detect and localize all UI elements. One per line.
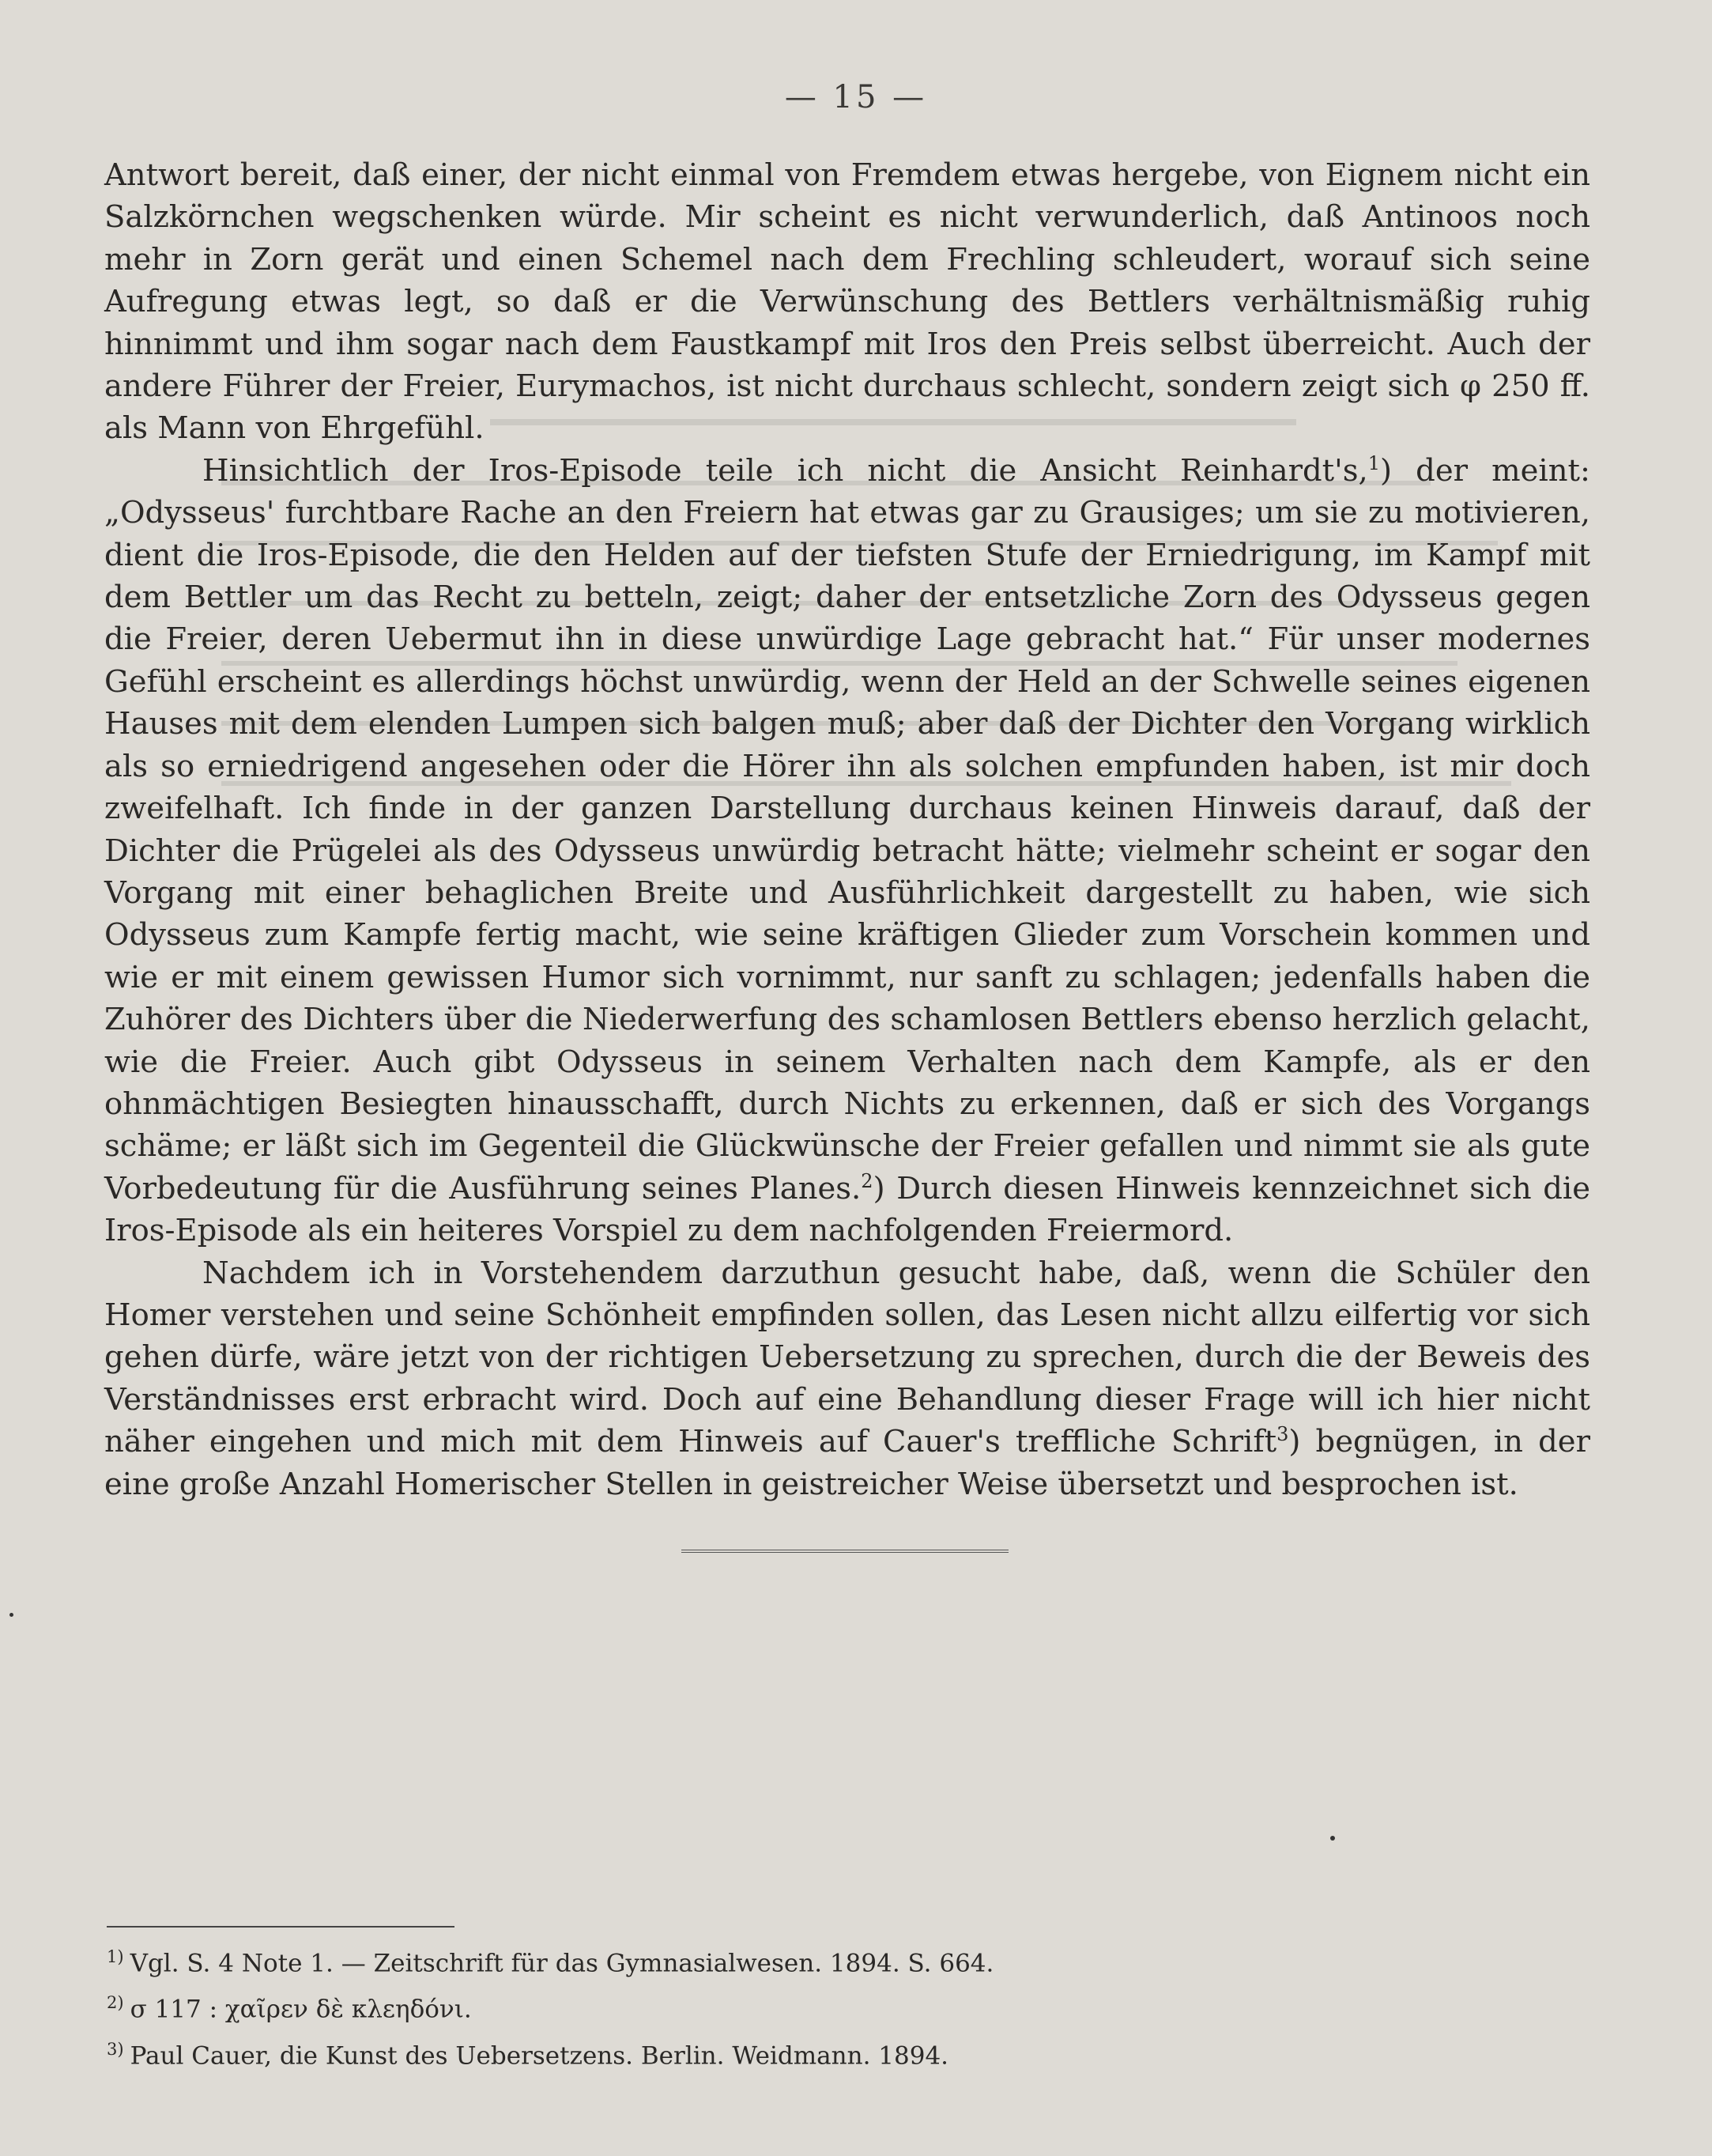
footnotes — [107, 1937, 1608, 2075]
paragraph-text: Antwort bereit, daß einer, der nicht einmal von Fremdem etwas hergebe, von Eignem nicht ein Salzkörnchen wegschenken würde. Mir scheint es nicht verwunderlich, daß Antinoos noch mehr in Zorn gerät und einen Schemel nach dem Frechling schleudert, worauf sich seine Aufregung etwas legt, so daß er die Verwünschung des Bettlers verhältnismäßig ruhig hinnimmt und ihm sogar nach dem Faustkampf mit Iros den Preis selbst überreicht. Auch der andere Führer der Freier, Eurymachos, ist nicht durchaus schlecht, sondern zeigt sich φ 250 ff. als Mann von Ehrgefühl. — [104, 157, 1590, 447]
footnote-text: Vgl. S. 4 Note 1. — Zeitschrift für das Gymnasialwesen. 1894. S. 664. — [130, 1949, 994, 1978]
footnote-2 — [107, 1983, 1608, 2029]
page-number: — 15 — — [784, 79, 928, 115]
ink-speck — [9, 1613, 13, 1617]
body-text — [104, 154, 1590, 1505]
footnote-text: Paul Cauer, die Kunst des Uebersetzens. Berlin. Weidmann. 1894. — [130, 2041, 949, 2070]
paragraph-text: Nachdem ich in Vorstehendem darzuthun gesucht habe, daß, wenn die Schüler den Homer verstehen und seine Schönheit empfinden sollen, das Lesen nicht allzu eilfertig vor sich gehen dürfe, wäre jetzt von der richtigen Uebersetzung zu sprechen, durch die der Beweis des Verständnisses erst erbracht wird. Doch auf eine Behandlung dieser Frage will ich hier nicht näher eingehen und mich mit dem Hinweis auf Cauer's treffliche Schrift — [104, 1255, 1590, 1460]
footnote-rule — [107, 1926, 454, 1928]
paragraph — [104, 1252, 1590, 1505]
footnote-3 — [107, 2030, 1608, 2075]
footnote-mark: 2) — [107, 1993, 124, 2013]
footnote-reference: 1 — [1367, 452, 1381, 475]
paragraph — [104, 154, 1590, 450]
ink-speck — [1330, 1836, 1335, 1841]
footnote-reference: 3 — [1276, 1423, 1289, 1446]
paragraph — [104, 450, 1590, 1252]
paragraph-text: ) Durch diesen Hinweis kennzeichnet sich die Iros-Episode als ein heiteres Vorspiel zu dem nachfolgenden Freiermord. — [104, 1170, 1590, 1249]
footnote-reference: 2 — [861, 1169, 873, 1192]
footnote-1 — [107, 1937, 1608, 1983]
footnote-mark: 1) — [107, 1947, 124, 1966]
section-divider — [681, 1550, 1009, 1553]
footnote-text: σ 117 : χαῖρεν δὲ κλεηδόνι. — [130, 1995, 472, 2024]
paragraph-text: ) begnügen, in der eine große Anzahl Homerischer Stellen in geistreicher Weise übersetzt und besprochen ist. — [104, 1424, 1590, 1502]
paragraph-text: Hinsichtlich der Iros-Episode teile ich nicht die Ansicht Reinhardt's, — [202, 452, 1368, 489]
footnote-mark: 3) — [107, 2039, 124, 2059]
paragraph-text: ) der meint: „Odysseus' furchtbare Rache an den Freiern hat etwas gar zu Grausiges; um sie zu motivieren, dient die Iros-Episode, die den Helden auf der tiefsten Stufe der Erniedrigung, im Kampf mit dem Bettler um das Recht zu betteln, zeigt; daher der entsetzliche Zorn des Odysseus gegen die Freier, deren Uebermut ihn in diese unwürdige Lage gebracht hat.“ Für unser modernes Gefühl erscheint es allerdings höchst unwürdig, wenn der Held an der Schwelle seines eigenen Hauses mit dem elenden Lumpen sich balgen muß; aber daß der Dichter den Vorgang wirklich als so erniedrigend angesehen oder die Hörer ihn als solchen empfunden haben, ist mir doch zweifelhaft. Ich finde in der ganzen Darstellung durchaus keinen Hinweis darauf, daß der Dichter die Prügelei als des Odysseus unwürdig betracht hätte; vielmehr scheint er sogar den Vorgang mit einer behaglichen Breite und Ausführlichkeit dargestellt zu haben, wie sich Odysseus zum Kampfe fertig macht, wie seine kräftigen Glieder zum Vorschein kommen und wie er mit einem gewissen Humor sich vornimmt, nur sanft zu schlagen; jedenfalls haben die Zuhörer des Dichters über die Niederwerfung des schamlosen Bettlers ebenso herzlich gelacht, wie die Freier. Auch gibt Odysseus in seinem Verhalten nach dem Kampfe, als er den ohnmächtigen Besiegten hinausschafft, durch Nichts zu erkennen, daß er sich des Vorgangs schäme; er läßt sich im Gegenteil die Glückwünsche der Freier gefallen und nimmt sie als gute Vorbedeutung für die Ausführung seines Planes. — [104, 452, 1590, 1206]
